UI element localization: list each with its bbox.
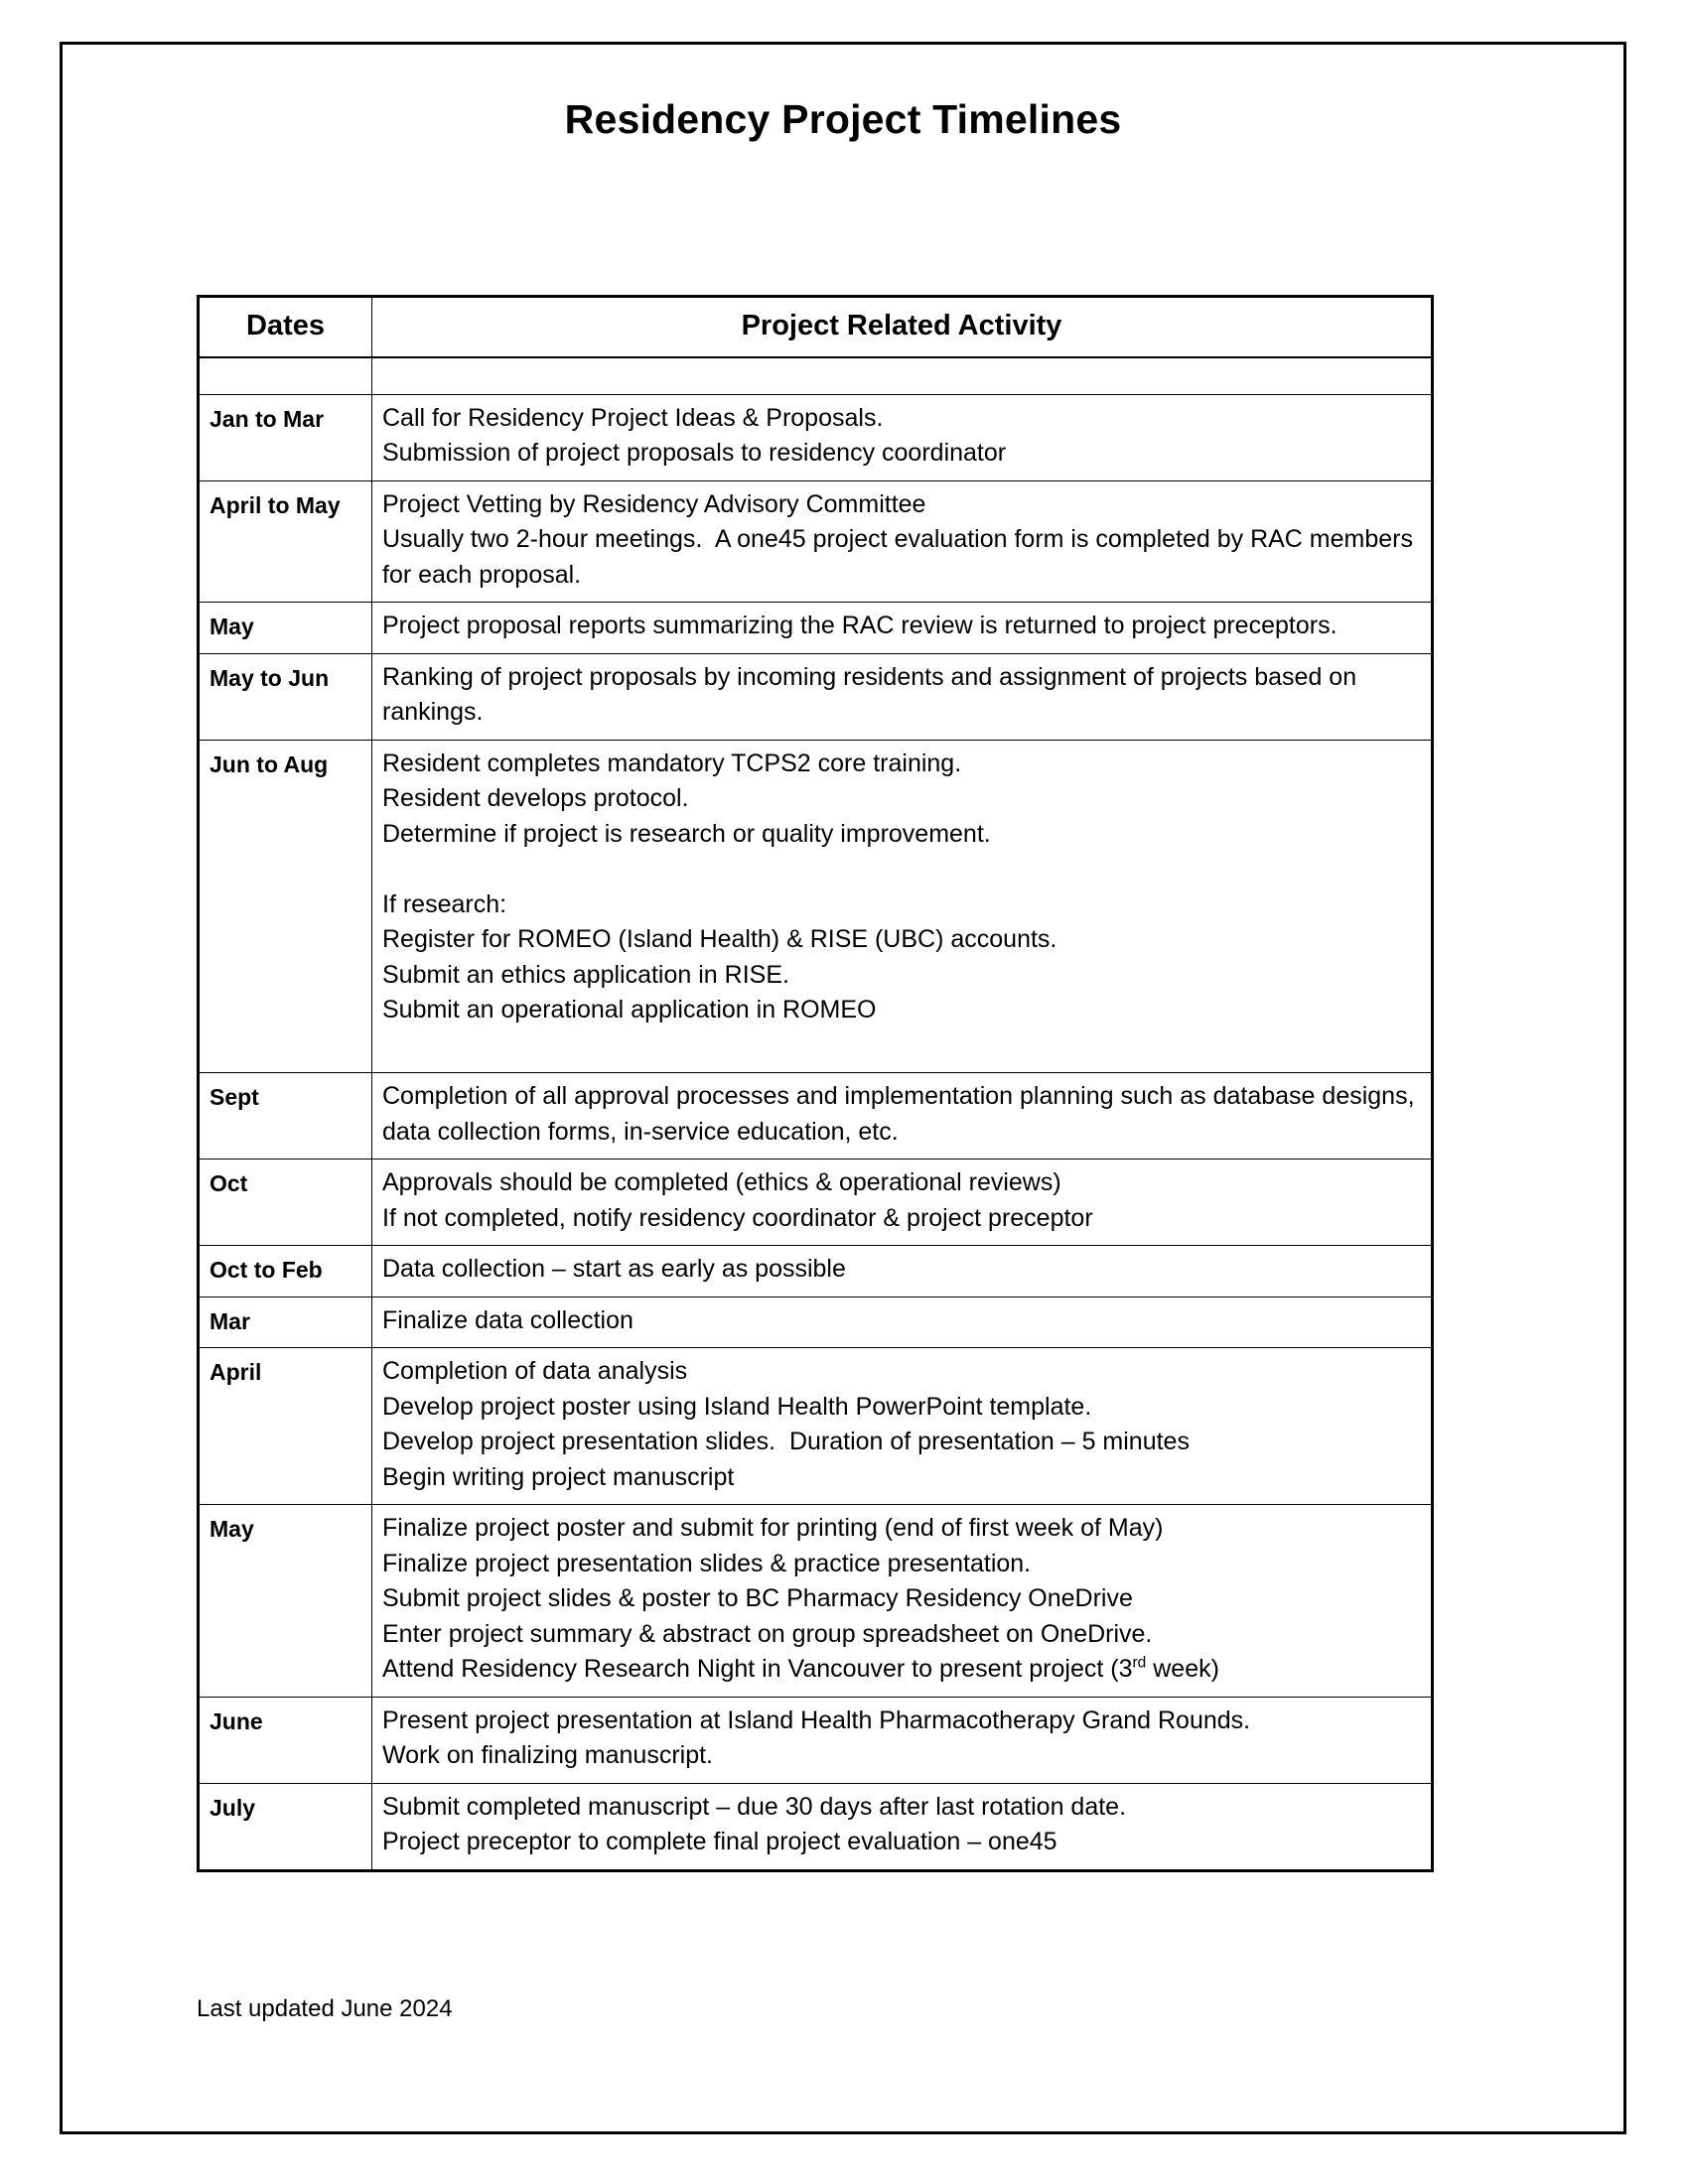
table-row — [199, 1697, 1433, 1783]
activity-line: Submit an operational application in ROMEO — [382, 996, 877, 1024]
table-body — [199, 357, 1433, 1870]
table-row — [199, 394, 1433, 480]
activity-line — [382, 852, 1421, 887]
row-activity-cell — [372, 480, 1433, 603]
table-row — [199, 357, 1433, 394]
row-dates-cell: May — [199, 1505, 372, 1698]
row-dates-cell: Jan to Mar — [199, 394, 372, 480]
activity-line: Attend Residency Research Night in Vancouver to present project (3rd week) — [382, 1654, 1219, 1684]
activity-line: Project preceptor to complete final project evaluation – one45 — [382, 1828, 1057, 1856]
activity-line: Submission of project proposals to residency coordinator — [382, 439, 1007, 468]
activity-line: Completion of all approval processes and implementation planning such as database designs, data collection forms, in-service education, etc. — [382, 1082, 1422, 1146]
activity-line: If not completed, notify residency coordinator & project preceptor — [382, 1203, 1093, 1232]
activity-line: Finalize project poster and submit for printing (end of first week of May) — [382, 1514, 1164, 1543]
residency-timeline-table — [197, 295, 1434, 1872]
table-header — [199, 297, 1433, 358]
activity-line: Submit project slides & poster to BC Pharmacy Residency OneDrive — [382, 1584, 1133, 1613]
activity-line: Project Vetting by Residency Advisory Committee — [382, 489, 926, 518]
activity-line: Call for Residency Project Ideas & Proposals. — [382, 403, 884, 432]
table-row — [199, 480, 1433, 603]
activity-line: Submit an ethics application in RISE. — [382, 960, 789, 989]
row-dates-cell: May to Jun — [199, 653, 372, 740]
activity-line: Work on finalizing manuscript. — [382, 1741, 714, 1770]
table-row — [199, 1160, 1433, 1246]
row-dates-cell: May — [199, 603, 372, 654]
activity-line: Determine if project is research or quality improvement. — [382, 819, 991, 848]
activity-line — [382, 1028, 1421, 1064]
activity-line: Develop project presentation slides. Duration of presentation – 5 minutes — [382, 1428, 1190, 1456]
row-dates-cell: Oct — [199, 1160, 372, 1246]
activity-line: Submit completed manuscript – due 30 days after last rotation date. — [382, 1792, 1127, 1821]
row-activity-cell — [372, 1073, 1433, 1160]
activity-line: Develop project poster using Island Health PowerPoint template. — [382, 1392, 1092, 1421]
row-activity-cell — [372, 1246, 1433, 1297]
activity-line: Data collection – start as early as possible — [382, 1255, 846, 1284]
activity-line: Approvals should be completed (ethics & operational reviews) — [382, 1168, 1061, 1197]
row-dates-cell: April — [199, 1348, 372, 1505]
page-title: Residency Project Timelines — [564, 96, 1122, 142]
table-row — [199, 1783, 1433, 1870]
row-activity-cell — [372, 1160, 1433, 1246]
activity-line: Enter project summary & abstract on group spreadsheet on OneDrive. — [382, 1619, 1153, 1648]
activity-line: Begin writing project manuscript — [382, 1462, 735, 1491]
activity-line: Completion of data analysis — [382, 1357, 688, 1386]
row-activity-cell — [372, 653, 1433, 740]
table-row — [199, 1073, 1433, 1160]
row-dates-cell: Mar — [199, 1297, 372, 1348]
row-activity-cell — [372, 1505, 1433, 1698]
row-activity-cell — [372, 1783, 1433, 1870]
activity-line: Finalize project presentation slides & practice presentation. — [382, 1549, 1032, 1577]
column-header-dates: Dates — [199, 297, 372, 358]
activity-line: Finalize data collection — [382, 1305, 633, 1334]
table-row — [199, 1246, 1433, 1297]
row-dates-cell — [199, 357, 372, 394]
row-activity-cell — [372, 603, 1433, 654]
table-row — [199, 603, 1433, 654]
activity-line: Resident completes mandatory TCPS2 core training. — [382, 749, 962, 777]
row-dates-cell: April to May — [199, 480, 372, 603]
last-updated-note: Last updated June 2024 — [197, 1995, 453, 2022]
ordinal-superscript: rd — [1132, 1654, 1147, 1672]
table-header-row — [199, 297, 1433, 358]
table-row — [199, 740, 1433, 1073]
activity-line: Project proposal reports summarizing the RAC review is returned to project preceptors. — [382, 612, 1337, 640]
row-activity-cell — [372, 1697, 1433, 1783]
page-content — [63, 45, 1623, 2131]
row-dates-cell: Oct to Feb — [199, 1246, 372, 1297]
activity-line: Usually two 2-hour meetings. A one45 project evaluation form is completed by RAC members for each proposal. — [382, 525, 1420, 589]
table-row — [199, 653, 1433, 740]
row-dates-cell: June — [199, 1697, 372, 1783]
table-row — [199, 1348, 1433, 1505]
row-dates-cell: Jun to Aug — [199, 740, 372, 1073]
activity-line — [372, 358, 1431, 394]
row-activity-cell — [372, 394, 1433, 480]
activity-line: Ranking of project proposals by incoming residents and assignment of projects based on rankings. — [382, 662, 1364, 727]
column-header-activity: Project Related Activity — [372, 297, 1433, 358]
activity-line: If research: — [382, 889, 507, 918]
table-row — [199, 1505, 1433, 1698]
page-border — [60, 42, 1626, 2134]
table-row — [199, 1297, 1433, 1348]
row-activity-cell — [372, 740, 1433, 1073]
activity-line: Present project presentation at Island Health Pharmacotherapy Grand Rounds. — [382, 1706, 1251, 1734]
row-activity-cell — [372, 357, 1433, 394]
activity-line: Resident develops protocol. — [382, 784, 689, 813]
row-activity-cell — [372, 1297, 1433, 1348]
activity-line: Register for ROMEO (Island Health) & RISE (UBC) accounts. — [382, 925, 1057, 954]
row-dates-cell: Sept — [199, 1073, 372, 1160]
row-dates-cell: July — [199, 1783, 372, 1870]
row-activity-cell — [372, 1348, 1433, 1505]
